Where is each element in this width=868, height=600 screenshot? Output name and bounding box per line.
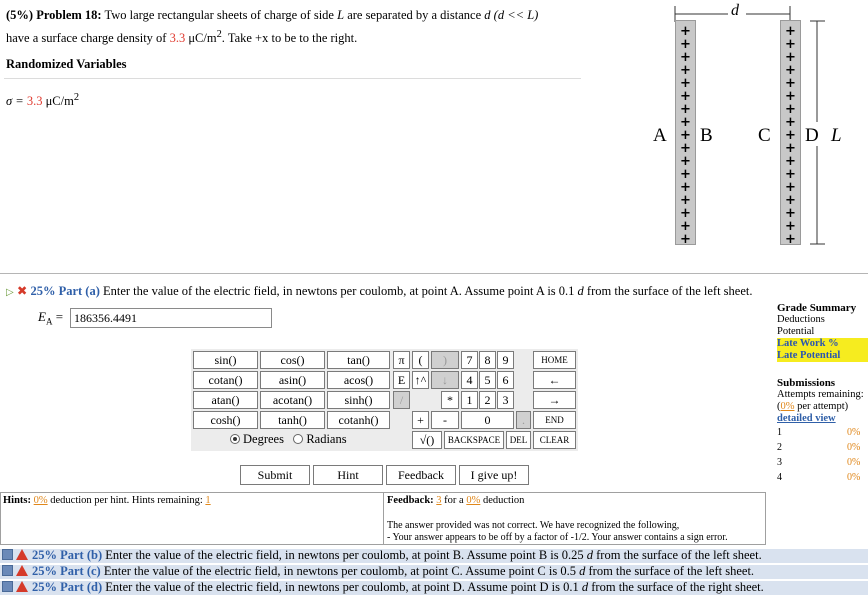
problem-condition: (d << L) bbox=[493, 8, 539, 22]
plus-sign: + bbox=[680, 141, 691, 156]
calc-func-button[interactable]: acos() bbox=[327, 371, 390, 389]
part-c-row[interactable] bbox=[2, 564, 754, 579]
plus-sign: + bbox=[680, 206, 691, 221]
calc-end-button[interactable]: END bbox=[533, 411, 576, 429]
part-d-prompt: Enter the value of the electric field, in newtons per coulomb, at point D. Assume point D is 0.1 bbox=[105, 580, 579, 594]
feedback-for-a: for a bbox=[444, 495, 464, 506]
plus-sign: + bbox=[785, 180, 796, 195]
problem-text-2: are separated by a distance bbox=[347, 8, 482, 22]
submission-pct: 0% bbox=[847, 442, 861, 453]
calc-digit-button[interactable]: 1 bbox=[461, 391, 478, 409]
part-b-prompt-end: from the surface of the left sheet. bbox=[596, 548, 762, 562]
submissions-title: Submissions bbox=[777, 377, 836, 389]
feedback-info bbox=[387, 495, 524, 506]
submission-pct: 0% bbox=[847, 427, 861, 438]
grade-late-work: Late Work % bbox=[777, 338, 868, 350]
plus-sign: + bbox=[680, 63, 691, 78]
calc-clear-button[interactable]: CLEAR bbox=[533, 431, 576, 449]
plus-sign: + bbox=[785, 89, 796, 104]
calc-func-button[interactable]: cos() bbox=[260, 351, 325, 369]
divider bbox=[4, 78, 581, 79]
figure-label-a: A bbox=[653, 125, 667, 146]
collapse-icon[interactable] bbox=[2, 565, 13, 576]
randomized-variables-title: Randomized Variables bbox=[6, 57, 127, 71]
sigma-value: 3.3 bbox=[26, 94, 43, 109]
plus-sign: + bbox=[680, 128, 691, 143]
degrees-radio[interactable] bbox=[230, 434, 240, 444]
calc-rparen-button[interactable]: ) bbox=[431, 351, 459, 369]
hint-button[interactable]: Hint bbox=[313, 465, 383, 485]
submission-number: 3 bbox=[777, 457, 782, 468]
warning-icon bbox=[16, 549, 28, 560]
part-b-row[interactable] bbox=[2, 548, 762, 563]
plus-sign: + bbox=[680, 37, 691, 52]
plus-sign: + bbox=[680, 102, 691, 117]
grade-late-potential: Late Potential bbox=[777, 350, 868, 362]
part-d-row[interactable] bbox=[2, 580, 764, 595]
part-d-prompt-end: from the surface of the right sheet. bbox=[591, 580, 764, 594]
feedback-message bbox=[387, 520, 728, 544]
plus-sign: + bbox=[680, 50, 691, 65]
part-d-title: 25% Part (d) bbox=[32, 580, 103, 594]
plus-sign: + bbox=[680, 89, 691, 104]
figure-label-d: d bbox=[731, 2, 739, 19]
feedback-label: Feedback: bbox=[387, 495, 434, 506]
calc-lparen-button[interactable]: ( bbox=[412, 351, 429, 369]
calc-pi-button[interactable]: π bbox=[393, 351, 410, 369]
part-b-var-d: d bbox=[586, 548, 594, 562]
section-separator bbox=[0, 273, 868, 274]
calc-digit-button[interactable]: 4 bbox=[461, 371, 478, 389]
feedback-message-2: - Your answer appears to be off by a factor of -1/2. Your answer contains a sign error. bbox=[387, 532, 728, 543]
problem-text-3: have a surface charge density of bbox=[6, 31, 167, 46]
feedback-pct: 0% bbox=[466, 495, 481, 506]
sigma-unit: μC/m bbox=[45, 94, 74, 109]
calc-digit-button[interactable]: 5 bbox=[479, 371, 496, 389]
calc-digit-button[interactable]: 9 bbox=[497, 351, 514, 369]
calc-digit-button[interactable]: 6 bbox=[497, 371, 514, 389]
hints-label: Hints: bbox=[3, 495, 32, 506]
problem-text-1: Two large rectangular sheets of charge of side bbox=[104, 8, 334, 22]
plus-sign: + bbox=[785, 76, 796, 91]
submission-number: 1 bbox=[777, 427, 782, 438]
grade-deductions: Deductions bbox=[777, 314, 825, 325]
answer-input[interactable] bbox=[70, 308, 272, 328]
part-c-prompt-end: from the surface of the left sheet. bbox=[588, 564, 755, 578]
plus-sign: + bbox=[785, 50, 796, 65]
plus-sign: + bbox=[785, 63, 796, 78]
calc-func-button[interactable]: cosh() bbox=[193, 411, 258, 429]
collapse-icon[interactable] bbox=[2, 581, 13, 592]
calc-digit-button[interactable]: 7 bbox=[461, 351, 478, 369]
radians-radio[interactable] bbox=[293, 434, 303, 444]
plus-sign: + bbox=[680, 180, 691, 195]
hints-info bbox=[3, 495, 211, 506]
per-attempt-pct: 0% bbox=[780, 401, 795, 412]
sigma-variable: σ = 3.3 $\mu C/m^2$ bbox=[6, 92, 80, 109]
plus-sign: + bbox=[785, 102, 796, 117]
calc-digit-button[interactable]: 3 bbox=[497, 391, 514, 409]
calc-up-button[interactable]: ↑^ bbox=[412, 371, 429, 389]
plus-sign: + bbox=[785, 154, 796, 169]
answer-label: $E_A$ = bbox=[38, 309, 64, 327]
answer-label-e: E bbox=[38, 309, 46, 324]
part-a-title: 25% Part (a) bbox=[30, 284, 100, 298]
grade-potential: Potential bbox=[777, 326, 815, 337]
answer-label-sub: A bbox=[45, 316, 53, 327]
calc-func-button[interactable]: sinh() bbox=[327, 391, 390, 409]
calc-func-button[interactable]: atan() bbox=[193, 391, 258, 409]
expand-triangle-icon[interactable]: ▷ bbox=[6, 287, 14, 298]
plus-sign: + bbox=[785, 232, 796, 247]
part-c-title: 25% Part (c) bbox=[32, 564, 101, 578]
part-a-header bbox=[6, 283, 752, 299]
warning-icon bbox=[16, 581, 28, 592]
calc-func-button[interactable]: acotan() bbox=[260, 391, 325, 409]
sheets-figure bbox=[640, 0, 868, 250]
plus-sign: + bbox=[680, 115, 691, 130]
attempts-remaining: Attempts remaining: bbox=[777, 389, 864, 400]
plus-sign: + bbox=[680, 193, 691, 208]
calc-minus-button[interactable]: - bbox=[431, 411, 459, 429]
wrong-x-icon: ✖ bbox=[16, 283, 28, 298]
per-attempt-text: per attempt) bbox=[797, 401, 849, 412]
plus-sign: + bbox=[785, 141, 796, 156]
calc-plus-button[interactable]: + bbox=[412, 411, 429, 429]
plus-sign: + bbox=[680, 154, 691, 169]
plus-sign: + bbox=[785, 193, 796, 208]
calc-digit-button[interactable]: 8 bbox=[479, 351, 496, 369]
figure-label-b: B bbox=[700, 125, 713, 146]
degrees-option[interactable] bbox=[230, 432, 284, 446]
feedback-button[interactable]: Feedback bbox=[386, 465, 456, 485]
problem-text-4: . Take +x to be to the right. bbox=[221, 31, 358, 46]
calc-digit-button[interactable]: 0 bbox=[461, 411, 514, 429]
plus-sign: + bbox=[785, 206, 796, 221]
angle-mode bbox=[230, 432, 347, 447]
figure-label-d-point: D bbox=[805, 125, 819, 146]
submission-pct: 0% bbox=[847, 472, 861, 483]
submission-row bbox=[777, 457, 868, 468]
submission-number: 2 bbox=[777, 442, 782, 453]
calc-e-button[interactable]: E bbox=[393, 371, 410, 389]
calc-dot-button[interactable]: . bbox=[516, 411, 531, 429]
calc-star-button[interactable]: * bbox=[441, 391, 459, 409]
part-d-var-d: d bbox=[581, 580, 589, 594]
calc-right-button[interactable]: → bbox=[533, 391, 576, 409]
part-b-prompt: Enter the value of the electric field, in newtons per coulomb, at point B. Assume point B is 0.25 bbox=[105, 548, 584, 562]
collapse-icon[interactable] bbox=[2, 549, 13, 560]
degrees-label: Degrees bbox=[243, 432, 284, 446]
grade-summary bbox=[777, 302, 868, 362]
plus-sign: + bbox=[785, 128, 796, 143]
part-b-title: 25% Part (b) bbox=[32, 548, 103, 562]
radians-option[interactable] bbox=[293, 432, 346, 446]
radians-label: Radians bbox=[306, 432, 347, 446]
figure-label-c: C bbox=[758, 125, 771, 146]
figure-label-l: L bbox=[831, 125, 842, 146]
feedback-count: 3 bbox=[436, 495, 442, 506]
problem-weight: (5%) bbox=[6, 8, 34, 22]
calc-func-button[interactable]: asin() bbox=[260, 371, 325, 389]
hints-pct: 0% bbox=[33, 495, 48, 506]
plus-sign: + bbox=[785, 115, 796, 130]
panel-divider bbox=[383, 492, 384, 545]
plus-sign: + bbox=[680, 167, 691, 182]
grade-summary-title: Grade Summary bbox=[777, 302, 857, 314]
submission-row bbox=[777, 442, 868, 453]
part-a-var-d: d bbox=[577, 284, 584, 298]
hints-text: deduction per hint. Hints remaining: bbox=[50, 495, 203, 506]
submissions-info: Submissions Attempts remaining: (0% per attempt) detailed view bbox=[777, 377, 868, 425]
calc-func-button[interactable]: cotanh() bbox=[327, 411, 390, 429]
density-unit: μC/m bbox=[188, 31, 217, 46]
calc-del-button[interactable]: DEL bbox=[506, 431, 531, 449]
calc-down-button[interactable]: ↓ bbox=[431, 371, 459, 389]
plus-sign: + bbox=[680, 219, 691, 234]
plus-sign: + bbox=[785, 37, 796, 52]
right-sheet bbox=[780, 20, 801, 245]
submission-pct: 0% bbox=[847, 457, 861, 468]
calc-home-button[interactable]: HOME bbox=[533, 351, 576, 369]
calc-func-button[interactable]: cotan() bbox=[193, 371, 258, 389]
plus-sign: + bbox=[680, 232, 691, 247]
submission-number: 4 bbox=[777, 472, 782, 483]
part-c-prompt: Enter the value of the electric field, in newtons per coulomb, at point C. Assume point C is 0.5 bbox=[103, 564, 576, 578]
left-sheet bbox=[675, 20, 696, 245]
calc-func-button[interactable]: tanh() bbox=[260, 411, 325, 429]
submission-row bbox=[777, 427, 868, 438]
submit-button[interactable]: Submit bbox=[240, 465, 310, 485]
problem-title: Problem 18: bbox=[36, 8, 102, 22]
calc-slash-button[interactable]: / bbox=[393, 391, 410, 409]
plus-sign: + bbox=[680, 24, 691, 39]
calc-backspace-button[interactable]: BACKSPACE bbox=[444, 431, 504, 449]
calc-func-button[interactable]: sin() bbox=[193, 351, 258, 369]
feedback-message-1: The answer provided was not correct. We have recognized the following, bbox=[387, 520, 680, 531]
calc-left-button[interactable]: ← bbox=[533, 371, 576, 389]
sigma-label: σ = bbox=[6, 94, 24, 109]
problem-var-d: d bbox=[484, 8, 491, 22]
calc-digit-button[interactable]: 2 bbox=[479, 391, 496, 409]
plus-sign: + bbox=[680, 76, 691, 91]
plus-sign: + bbox=[785, 167, 796, 182]
density-value: 3.3 bbox=[169, 31, 186, 46]
part-c-var-d: d bbox=[579, 564, 586, 578]
submission-row bbox=[777, 472, 868, 483]
plus-sign: + bbox=[785, 219, 796, 234]
problem-statement: (5%) Problem 18: Two large rectangular sheets of charge of side L are separated by a distance d (d << L) have a surface charge density of 3.3 $\mu C/m^2$. Take +x to be to the right. bbox=[6, 8, 539, 46]
calc-func-button[interactable]: tan() bbox=[327, 351, 390, 369]
problem-var-l: L bbox=[337, 8, 345, 22]
feedback-deduction: deduction bbox=[482, 495, 525, 506]
hints-remaining: 1 bbox=[205, 495, 211, 506]
plus-sign: + bbox=[785, 24, 796, 39]
calc-sqrt-button[interactable]: √() bbox=[412, 431, 442, 449]
part-a-prompt: Enter the value of the electric field, in newtons per coulomb, at point A. Assume point A is 0.1 bbox=[102, 284, 575, 298]
give-up-button[interactable]: I give up! bbox=[459, 465, 529, 485]
part-a-prompt-end: from the surface of the left sheet. bbox=[586, 284, 753, 298]
warning-icon bbox=[16, 565, 28, 576]
detailed-view-link[interactable]: detailed view bbox=[777, 413, 836, 424]
